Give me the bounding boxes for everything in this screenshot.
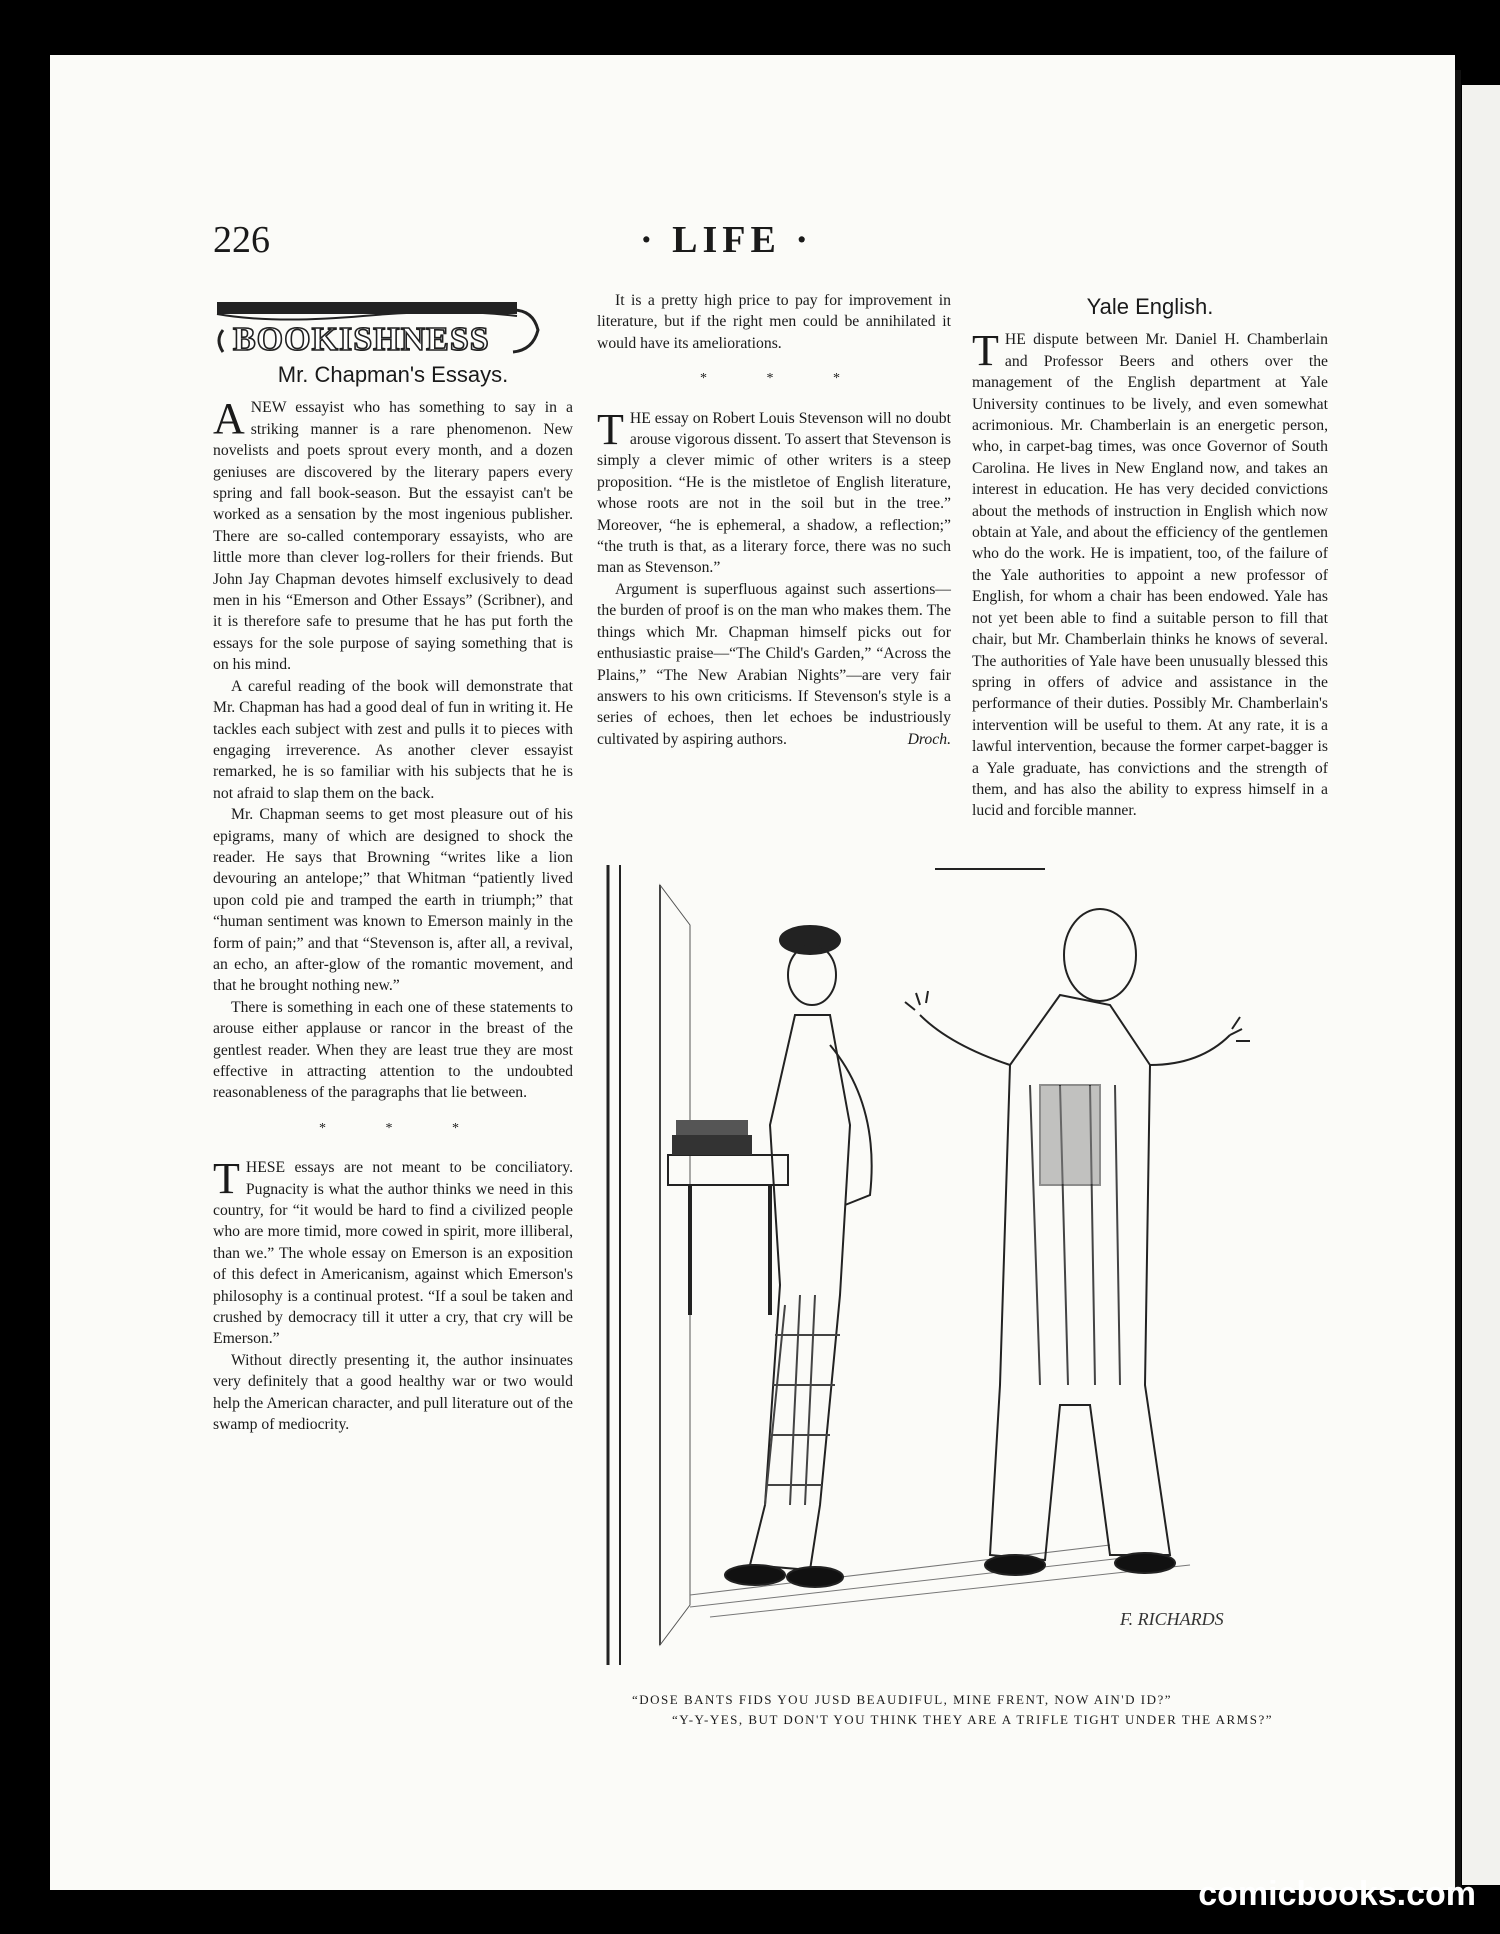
cartoon-illustration — [590, 865, 1325, 1685]
paragraph: A careful reading of the book will demonstrate that Mr. Chapman has had a good deal of fun in writing it. He tackles each subject with zest and pulls it to pieces with engaging irreverence. As another clever essayist remarked, he is so familiar with his subjects that he is not afraid to slap them on the back. — [213, 677, 573, 802]
drop-cap: T — [597, 404, 624, 454]
article-title-chapman: Mr. Chapman's Essays. — [277, 362, 509, 387]
paragraph: THESE essays are not meant to be conciliatory. Pugnacity is what the author thinks we need in this country, for “it would be hard to find a civilized people who are more timid, more cowed in spirit, more illiberal, than we.” The whole essay on Emerson is an exposition of this defect in Americanism, against which Emerson's philosophy is a continual protest. “If a soul be taken and crushed by democracy till it utter a cry, that cry will be Emerson.” — [213, 1154, 573, 1348]
banner-ornament-icon — [213, 300, 546, 358]
paragraph: Mr. Chapman seems to get most pleasure out of his epigrams, many of which are designed to shock the reader. He says that Browning “writes like a lion devouring an antelope;” that Whitman “patiently lived upon cold pie and tramped the earth in triumph;” that “human sentiment was known to Emerson mainly in the form of pain;” and that “Stevenson is, after all, a revival, an echo, an after-glow of the romantic movement, and that he brought nothing new.” — [213, 806, 573, 995]
drop-cap: T — [972, 326, 999, 376]
tailor-figure-icon — [905, 909, 1250, 1575]
paragraph: THE essay on Robert Louis Stevenson will no doubt arouse vigorous dissent. To assert that Stevenson is simply a clever mimic of other writers is a steep proposition. “He is the mistletoe of English literature, whose roots are not in the soil but in the tree.” Moreover, “he is ephemeral, a shadow, a reflection;” “the truth is that, as a literary force, there was no such man as Stevenson.” — [597, 404, 951, 577]
adjacent-page-edge — [1462, 85, 1500, 1885]
paragraph: Without directly presenting it, the author insinuates very definitely that a good healthy war or two would help the American character, and pull literature out of the swamp of mediocrity. — [213, 1351, 573, 1434]
column-2 — [597, 290, 951, 750]
page-number: 226 — [213, 219, 270, 261]
column-3 — [972, 290, 1328, 822]
article-title-yale: Yale English. — [1086, 294, 1214, 319]
paragraph: Argument is superfluous against such assertions—the burden of proof is on the man who makes them. The things which Mr. Chapman himself picks out for enthusiastic praise—“The Child's Garden,” “Across the Plains,” “The New Arabian Nights”—are very fair answers to his own criticisms. If Stevenson's style is a series of echoes, then let echoes be industriously cultivated by aspiring authors. Droch. — [597, 579, 951, 750]
paragraph: ANEW essayist who has something to say in a striking manner is a rare phenomenon. New novelists and poets sprout every month, and a dozen geniuses are discovered by the literary papers every spring and fall book-season. But the essayist can't be worked as a sensation by the most ingenious publisher. There are so-called contemporary essayists, who are little more than clever log-rollers for their friends. But John Jay Chapman devotes himself exclusively to dead men in his “Emerson and Other Essays” (Scribner), and it is therefore safe to presume that he has put forth the essays for the sole purpose of saying something that is on his mind. — [213, 394, 573, 674]
drop-cap: A — [213, 394, 245, 444]
paragraph: There is something in each one of these statements to arouse either applause or rancor in the breast of the gentlest reader. When they are least true they are most effective in attracting attention to the undoubted reasonableness of the paragraphs that lie between. — [213, 998, 573, 1102]
banner-text: BOOKISHNESS — [233, 321, 490, 358]
cartoon-caption-line-2: “Y-Y-YES, BUT DON'T YOU THINK THEY ARE A TRIFLE TIGHT UNDER THE ARMS?” — [672, 1712, 1273, 1727]
bookishness-banner — [213, 300, 546, 358]
table-icon — [668, 1120, 788, 1315]
paragraph: It is a pretty high price to pay for improvement in literature, but if the right men could be annihilated it would have its ameliorations. — [597, 292, 951, 352]
artist-signature: F. RICHARDS — [1120, 1609, 1224, 1629]
section-separator: * * * — [700, 371, 868, 387]
standing-man-figure-icon — [725, 926, 872, 1587]
column-1 — [213, 300, 573, 1436]
cartoon-caption-line-1: “DOSE BANTS FIDS YOU JUSD BEAUDIFUL, MINE FRENT, NOW AIN'D ID?” — [632, 1692, 1173, 1707]
drop-cap: T — [213, 1154, 240, 1204]
site-watermark: comicbooks.com — [1198, 1875, 1476, 1913]
author-signature: Droch. — [907, 730, 951, 748]
masthead-title: · LIFE · — [640, 219, 814, 261]
page-edge-divider — [1455, 70, 1461, 1890]
paragraph: THE dispute between Mr. Daniel H. Chamberlain and Professor Beers and others over the management of the English department at Yale University continues to be lively, and even somewhat acrimonious. Mr. Chamberlain is an energetic person, who, in carpet-bag times, was once Governor of South Carolina. He lives in New England now, and takes an interest in education. He has very decided convictions about the methods of instruction in English which now obtain at Yale, and about the efficiency of the gentlemen who do the work. He is impatient, too, of the failure of the Yale authorities to appoint a new professor of English, for whom a chair has been endowed. Yale has not yet been able to find a suitable person to fill that chair, but Mr. Chamberlain thinks he knows of several. The authorities of Yale have been unusually blessed this spring in offers of advice and assistance in the performance of their duties. Possibly Mr. Chamberlain's intervention will be useful to them. At any rate, it is a lawful intervention, because the former carpet-bagger is a Yale graduate, has convictions and the strength of them, and has also the ability to express himself in a lucid and forcible manner. — [972, 326, 1328, 820]
section-separator: * * * — [319, 1120, 487, 1136]
